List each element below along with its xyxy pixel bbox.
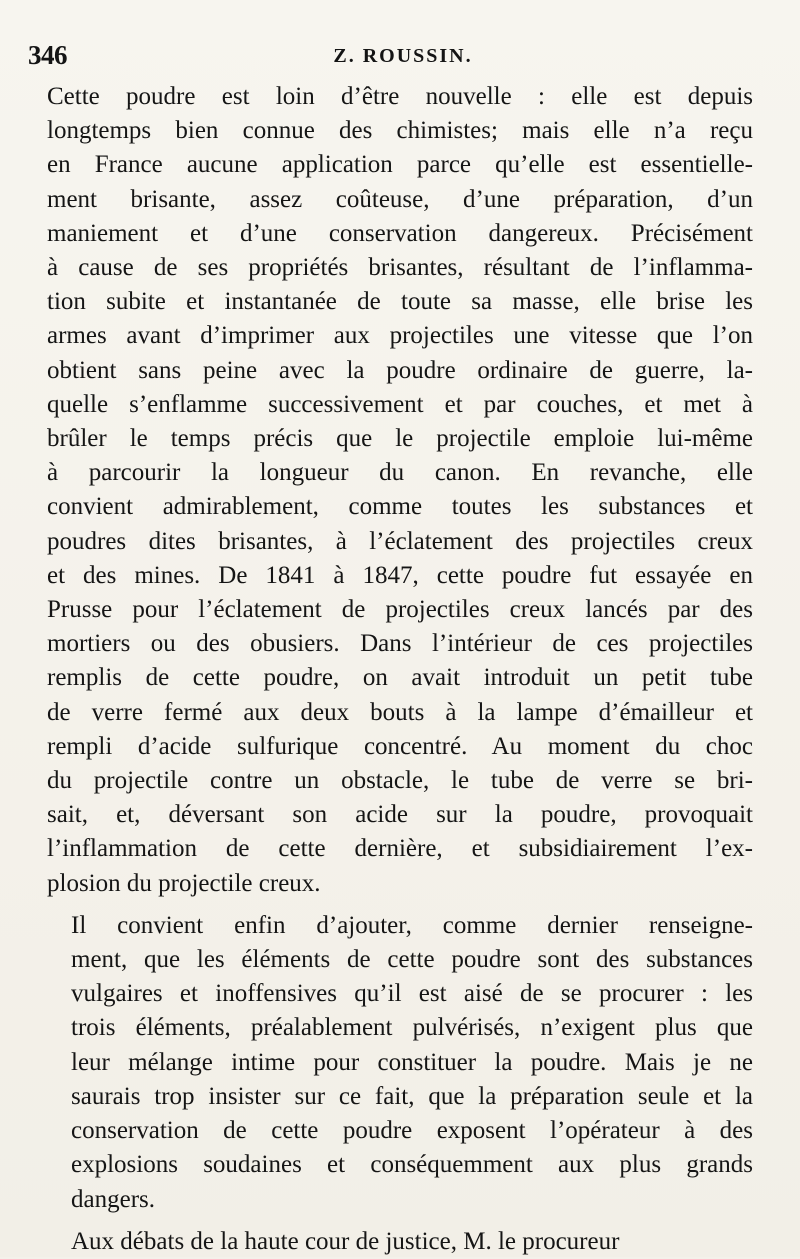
text-line: sait, et, déversant son acide sur la poudre, provoquait [47, 801, 753, 829]
text-line: leur mélange intime pour constituer la poudre. Mais je ne [71, 1048, 753, 1076]
text-line: de verre fermé aux deux bouts à la lampe d’émailleur et [47, 698, 753, 726]
text-line: l’inflammation de cette dernière, et subsidiairement l’ex- [47, 835, 753, 863]
text-line: remplis de cette poudre, on avait introduit un petit tube [47, 664, 753, 692]
text-line: à cause de ses propriétés brisantes, résultant de l’inflamma- [47, 254, 753, 282]
paragraph-1 [47, 80, 753, 901]
text-line: tion subite et instantanée de toute sa masse, elle brise les [47, 288, 753, 316]
paragraph-3 [47, 1225, 753, 1259]
running-head: Z. ROUSSIN. [333, 45, 473, 67]
text-line: explosions soudaines et conséquemment aux plus grands [71, 1151, 753, 1179]
text-line: Il convient enfin d’ajouter, comme dernier renseigne- [71, 911, 753, 939]
text-line: Aux débats de la haute cour de justice, M. le procureur [71, 1227, 620, 1255]
text-line: mortiers ou des obusiers. Dans l’intérieur de ces projectiles [47, 630, 753, 658]
text-line: dangers. [71, 1185, 155, 1213]
text-line: ment, que les éléments de cette poudre sont des substances [71, 946, 753, 974]
text-line: obtient sans peine avec la poudre ordinaire de guerre, la- [47, 356, 753, 384]
paragraph-2 [47, 909, 753, 1217]
text-line: vulgaires et inoffensives qu’il est aisé de se procurer : les [71, 980, 753, 1008]
text-line: longtemps bien connue des chimistes; mais elle n’a reçu [47, 117, 753, 145]
paragraph-gap [47, 1217, 753, 1225]
text-line: plosion du projectile creux. [47, 869, 321, 897]
text-line: du projectile contre un obstacle, le tube de verre se bri- [47, 767, 753, 795]
text-line: quelle s’enflamme successivement et par couches, et met à [47, 390, 753, 418]
text-line: en France aucune application parce qu’elle est essentielle- [47, 151, 753, 179]
text-line: brûler le temps précis que le projectile emploie lui-même [47, 425, 753, 453]
text-line: ment brisante, assez coûteuse, d’une préparation, d’un [47, 185, 753, 213]
text-line: saurais trop insister sur ce fait, que la préparation seule et la [71, 1082, 753, 1110]
page-number: 346 [28, 40, 67, 70]
paragraph-gap [47, 901, 753, 909]
text-line: Cette poudre est loin d’être nouvelle : elle est depuis [47, 83, 753, 110]
text-line: conservation de cette poudre exposent l’opérateur à des [71, 1117, 753, 1145]
text-line: maniement et d’une conservation dangereux. Précisément [47, 219, 753, 247]
text-line: Prusse pour l’éclatement de projectiles creux lancés par des [47, 596, 753, 624]
text-line: poudres dites brisantes, à l’éclatement des projectiles creux [47, 527, 753, 555]
page-header [28, 40, 778, 74]
text-line: à parcourir la longueur du canon. En revanche, elle [47, 459, 753, 487]
text-line: rempli d’acide sulfurique concentré. Au moment du choc [47, 732, 753, 760]
text-line: trois éléments, préalablement pulvérisés, n’exigent plus que [71, 1014, 753, 1042]
text-line: convient admirablement, comme toutes les substances et [47, 493, 753, 521]
text-line: armes avant d’imprimer aux projectiles une vitesse que l’on [47, 322, 753, 350]
text-line: et des mines. De 1841 à 1847, cette poudre fut essayée en [47, 561, 753, 589]
body-text [47, 80, 753, 1259]
